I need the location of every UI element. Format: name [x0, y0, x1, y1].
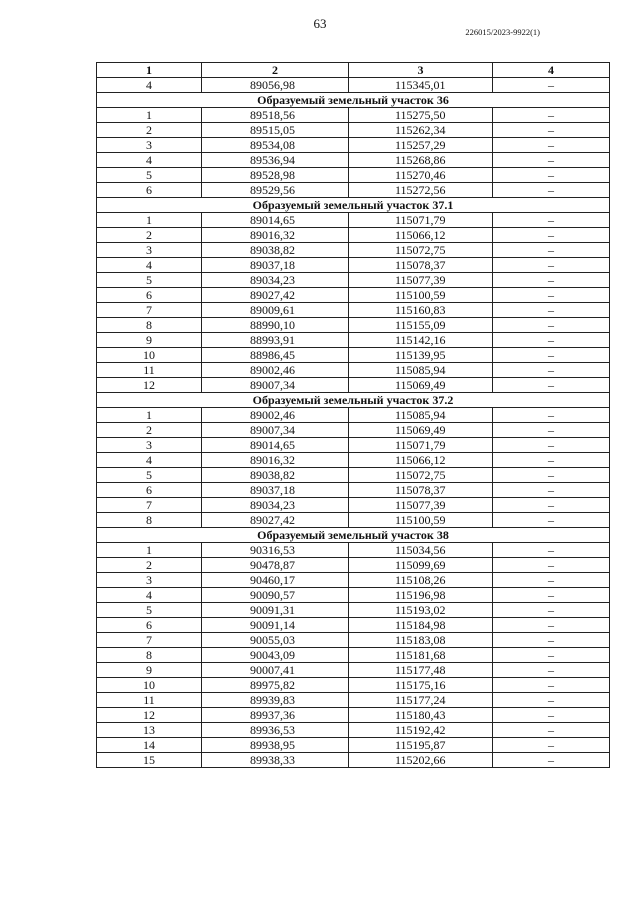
note: –: [493, 108, 610, 123]
y-coordinate: 115272,56: [349, 183, 493, 198]
table-row: [97, 123, 610, 138]
table-row: [97, 513, 610, 528]
y-coordinate: 115078,37: [349, 258, 493, 273]
y-coordinate: 115085,94: [349, 408, 493, 423]
y-coordinate: 115142,16: [349, 333, 493, 348]
table-row: [97, 468, 610, 483]
x-coordinate: 90478,87: [202, 558, 349, 573]
note: –: [493, 633, 610, 648]
y-coordinate: 115181,68: [349, 648, 493, 663]
x-coordinate: 89016,32: [202, 453, 349, 468]
y-coordinate: 115077,39: [349, 498, 493, 513]
note: –: [493, 738, 610, 753]
point-number: 7: [97, 303, 202, 318]
coordinates-table: [96, 62, 610, 768]
y-coordinate: 115069,49: [349, 378, 493, 393]
note: –: [493, 618, 610, 633]
y-coordinate: 115180,43: [349, 708, 493, 723]
note: –: [493, 588, 610, 603]
note: –: [493, 483, 610, 498]
table-row: [97, 573, 610, 588]
table-row: [97, 738, 610, 753]
table-row: [97, 423, 610, 438]
y-coordinate: 115262,34: [349, 123, 493, 138]
y-coordinate: 115078,37: [349, 483, 493, 498]
note: –: [493, 543, 610, 558]
table-row: [97, 303, 610, 318]
table-row: [97, 693, 610, 708]
y-coordinate: 115175,16: [349, 678, 493, 693]
column-header: 1: [97, 63, 202, 78]
x-coordinate: 89009,61: [202, 303, 349, 318]
table-row: [97, 483, 610, 498]
point-number: 6: [97, 288, 202, 303]
note: –: [493, 318, 610, 333]
table-row: [97, 228, 610, 243]
y-coordinate: 115160,83: [349, 303, 493, 318]
note: –: [493, 513, 610, 528]
point-number: 11: [97, 693, 202, 708]
point-number: 1: [97, 408, 202, 423]
note: –: [493, 273, 610, 288]
x-coordinate: 89936,53: [202, 723, 349, 738]
point-number: 8: [97, 318, 202, 333]
note: –: [493, 453, 610, 468]
table-row: [97, 138, 610, 153]
table-row: [97, 258, 610, 273]
table-row: [97, 243, 610, 258]
x-coordinate: 89034,23: [202, 273, 349, 288]
section-title: Образуемый земельный участок 38: [97, 528, 610, 543]
note: –: [493, 468, 610, 483]
note: –: [493, 753, 610, 768]
note: –: [493, 348, 610, 363]
point-number: 14: [97, 738, 202, 753]
table-row: [97, 708, 610, 723]
point-number: 1: [97, 213, 202, 228]
point-number: 1: [97, 108, 202, 123]
y-coordinate: 115193,02: [349, 603, 493, 618]
point-number: 10: [97, 678, 202, 693]
point-number: 3: [97, 573, 202, 588]
point-number: 4: [97, 258, 202, 273]
point-number: 8: [97, 648, 202, 663]
y-coordinate: 115072,75: [349, 468, 493, 483]
note: –: [493, 228, 610, 243]
y-coordinate: 115077,39: [349, 273, 493, 288]
point-number: 6: [97, 183, 202, 198]
note: –: [493, 423, 610, 438]
x-coordinate: 89027,42: [202, 288, 349, 303]
note: –: [493, 213, 610, 228]
x-coordinate: 88986,45: [202, 348, 349, 363]
point-number: 7: [97, 498, 202, 513]
y-coordinate: 115177,24: [349, 693, 493, 708]
y-coordinate: 115099,69: [349, 558, 493, 573]
x-coordinate: 90007,41: [202, 663, 349, 678]
table-row: [97, 288, 610, 303]
x-coordinate: 89037,18: [202, 483, 349, 498]
table-row: [97, 633, 610, 648]
x-coordinate: 90043,09: [202, 648, 349, 663]
point-number: 4: [97, 153, 202, 168]
note: –: [493, 648, 610, 663]
y-coordinate: 115257,29: [349, 138, 493, 153]
x-coordinate: 89038,82: [202, 243, 349, 258]
point-number: 4: [97, 588, 202, 603]
table-row: [97, 678, 610, 693]
x-coordinate: 89016,32: [202, 228, 349, 243]
point-number: 5: [97, 603, 202, 618]
table-row: [97, 378, 610, 393]
note: –: [493, 438, 610, 453]
column-header: 2: [202, 63, 349, 78]
note: –: [493, 363, 610, 378]
point-number: 9: [97, 333, 202, 348]
point-number: 11: [97, 363, 202, 378]
y-coordinate: 115184,98: [349, 618, 493, 633]
y-coordinate: 115108,26: [349, 573, 493, 588]
y-coordinate: 115100,59: [349, 288, 493, 303]
y-coordinate: 115069,49: [349, 423, 493, 438]
note: –: [493, 78, 610, 93]
x-coordinate: 89975,82: [202, 678, 349, 693]
note: –: [493, 573, 610, 588]
x-coordinate: 89937,36: [202, 708, 349, 723]
table-header: [97, 63, 610, 78]
point-number: 3: [97, 138, 202, 153]
y-coordinate: 115066,12: [349, 453, 493, 468]
section-row: [97, 198, 610, 213]
table-row: [97, 603, 610, 618]
column-header: 3: [349, 63, 493, 78]
x-coordinate: 89529,56: [202, 183, 349, 198]
note: –: [493, 558, 610, 573]
point-number: 6: [97, 618, 202, 633]
x-coordinate: 90460,17: [202, 573, 349, 588]
note: –: [493, 378, 610, 393]
x-coordinate: 89038,82: [202, 468, 349, 483]
note: –: [493, 333, 610, 348]
table-row: [97, 438, 610, 453]
point-number: 12: [97, 708, 202, 723]
table-row: [97, 213, 610, 228]
x-coordinate: 89518,56: [202, 108, 349, 123]
table-row: [97, 108, 610, 123]
point-number: 9: [97, 663, 202, 678]
y-coordinate: 115196,98: [349, 588, 493, 603]
note: –: [493, 723, 610, 738]
point-number: 3: [97, 438, 202, 453]
y-coordinate: 115139,95: [349, 348, 493, 363]
table-row: [97, 618, 610, 633]
point-number: 7: [97, 633, 202, 648]
note: –: [493, 258, 610, 273]
table-row: [97, 543, 610, 558]
x-coordinate: 89007,34: [202, 423, 349, 438]
point-number: 8: [97, 513, 202, 528]
section-row: [97, 528, 610, 543]
x-coordinate: 89938,33: [202, 753, 349, 768]
y-coordinate: 115275,50: [349, 108, 493, 123]
x-coordinate: 89002,46: [202, 408, 349, 423]
x-coordinate: 90316,53: [202, 543, 349, 558]
note: –: [493, 183, 610, 198]
note: –: [493, 663, 610, 678]
y-coordinate: 115034,56: [349, 543, 493, 558]
point-number: 6: [97, 483, 202, 498]
y-coordinate: 115177,48: [349, 663, 493, 678]
table-row: [97, 153, 610, 168]
table-row: [97, 273, 610, 288]
x-coordinate: 89007,34: [202, 378, 349, 393]
note: –: [493, 168, 610, 183]
table-row: [97, 723, 610, 738]
table-row: [97, 363, 610, 378]
note: –: [493, 498, 610, 513]
y-coordinate: 115345,01: [349, 78, 493, 93]
table-body: [97, 78, 610, 768]
y-coordinate: 115085,94: [349, 363, 493, 378]
x-coordinate: 89014,65: [202, 213, 349, 228]
x-coordinate: 89534,08: [202, 138, 349, 153]
x-coordinate: 90091,14: [202, 618, 349, 633]
note: –: [493, 303, 610, 318]
table-row: [97, 753, 610, 768]
point-number: 3: [97, 243, 202, 258]
table-row: [97, 663, 610, 678]
x-coordinate: 89027,42: [202, 513, 349, 528]
y-coordinate: 115066,12: [349, 228, 493, 243]
point-number: 10: [97, 348, 202, 363]
section-title: Образуемый земельный участок 36: [97, 93, 610, 108]
table-row: [97, 453, 610, 468]
table-row: [97, 183, 610, 198]
x-coordinate: 88993,91: [202, 333, 349, 348]
note: –: [493, 708, 610, 723]
x-coordinate: 89056,98: [202, 78, 349, 93]
section-title: Образуемый земельный участок 37.2: [97, 393, 610, 408]
point-number: 5: [97, 468, 202, 483]
x-coordinate: 89939,83: [202, 693, 349, 708]
note: –: [493, 138, 610, 153]
table-row: [97, 78, 610, 93]
note: –: [493, 603, 610, 618]
x-coordinate: 89536,94: [202, 153, 349, 168]
y-coordinate: 115155,09: [349, 318, 493, 333]
note: –: [493, 678, 610, 693]
table-row: [97, 648, 610, 663]
note: –: [493, 288, 610, 303]
y-coordinate: 115100,59: [349, 513, 493, 528]
y-coordinate: 115071,79: [349, 438, 493, 453]
x-coordinate: 89014,65: [202, 438, 349, 453]
section-row: [97, 393, 610, 408]
table-row: [97, 348, 610, 363]
point-number: 2: [97, 228, 202, 243]
point-number: 5: [97, 273, 202, 288]
y-coordinate: 115270,46: [349, 168, 493, 183]
table-row: [97, 168, 610, 183]
x-coordinate: 89938,95: [202, 738, 349, 753]
note: –: [493, 153, 610, 168]
y-coordinate: 115183,08: [349, 633, 493, 648]
point-number: 2: [97, 558, 202, 573]
point-number: 13: [97, 723, 202, 738]
note: –: [493, 243, 610, 258]
point-number: 5: [97, 168, 202, 183]
y-coordinate: 115072,75: [349, 243, 493, 258]
table-row: [97, 333, 610, 348]
note: –: [493, 693, 610, 708]
document-id: 226015/2023-9922(1): [465, 27, 540, 37]
y-coordinate: 115192,42: [349, 723, 493, 738]
y-coordinate: 115202,66: [349, 753, 493, 768]
point-number: 2: [97, 423, 202, 438]
point-number: 12: [97, 378, 202, 393]
point-number: 15: [97, 753, 202, 768]
point-number: 4: [97, 78, 202, 93]
point-number: 4: [97, 453, 202, 468]
x-coordinate: 89528,98: [202, 168, 349, 183]
note: –: [493, 123, 610, 138]
table-row: [97, 318, 610, 333]
x-coordinate: 89515,05: [202, 123, 349, 138]
y-coordinate: 115071,79: [349, 213, 493, 228]
y-coordinate: 115195,87: [349, 738, 493, 753]
x-coordinate: 90090,57: [202, 588, 349, 603]
x-coordinate: 88990,10: [202, 318, 349, 333]
table-row: [97, 588, 610, 603]
page-number: 63: [313, 16, 327, 31]
x-coordinate: 90091,31: [202, 603, 349, 618]
x-coordinate: 89002,46: [202, 363, 349, 378]
table-row: [97, 408, 610, 423]
section-row: [97, 93, 610, 108]
point-number: 2: [97, 123, 202, 138]
x-coordinate: 89034,23: [202, 498, 349, 513]
y-coordinate: 115268,86: [349, 153, 493, 168]
section-title: Образуемый земельный участок 37.1: [97, 198, 610, 213]
table-row: [97, 558, 610, 573]
header-row: [97, 63, 610, 78]
point-number: 1: [97, 543, 202, 558]
x-coordinate: 89037,18: [202, 258, 349, 273]
table-row: [97, 498, 610, 513]
column-header: 4: [493, 63, 610, 78]
note: –: [493, 408, 610, 423]
x-coordinate: 90055,03: [202, 633, 349, 648]
